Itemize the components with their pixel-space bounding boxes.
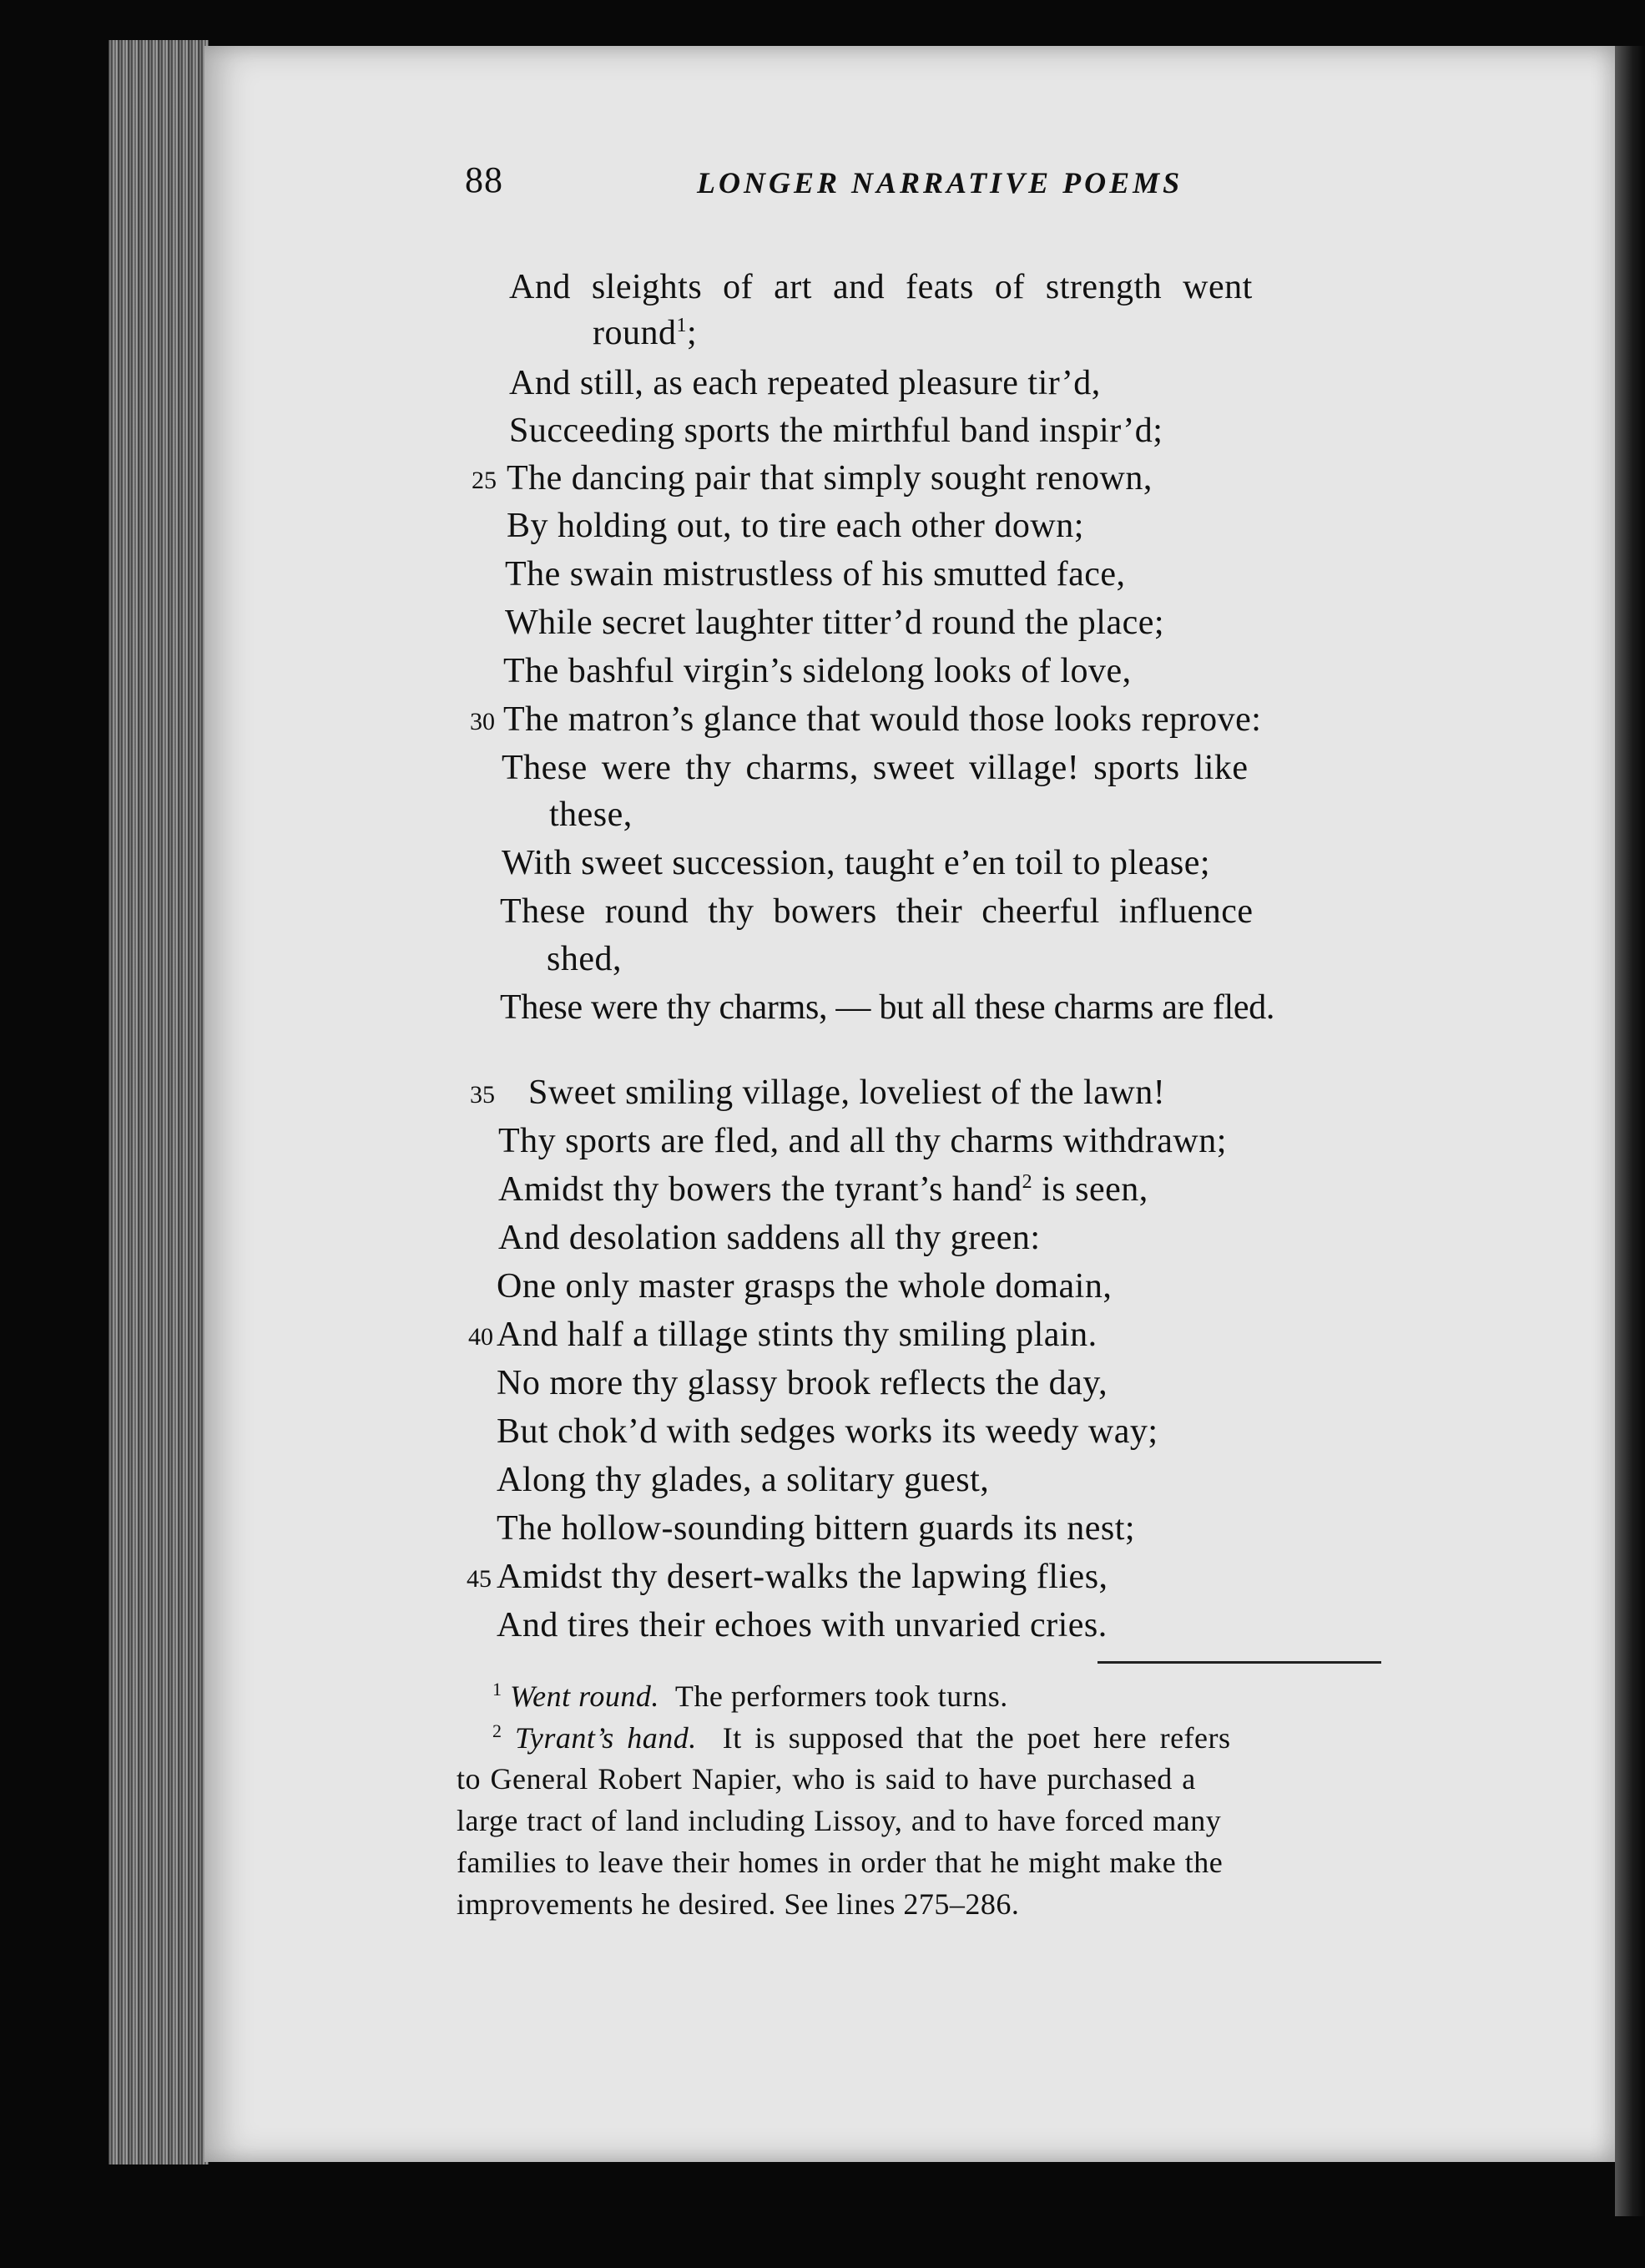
poem-line	[547, 942, 622, 977]
page-number: 88	[465, 159, 503, 200]
poem-line	[507, 461, 1153, 496]
poem-line	[498, 1220, 1041, 1255]
footnote-1	[492, 1680, 1008, 1711]
book-page	[204, 46, 1615, 2162]
line-number: 40	[468, 1323, 493, 1351]
poem-line-text: And still, as each repeated pleasure tir’d,	[509, 364, 1101, 402]
footnote-text: It is supposed that the poet here refers	[722, 1721, 1231, 1755]
poem-line	[549, 797, 633, 832]
poem-line-text: The matron’s glance that would those looks reprove:	[503, 700, 1262, 739]
poem-line-text: These were thy charms, — but all these charms are fled.	[500, 988, 1275, 1027]
poem-line-text: round	[593, 314, 677, 352]
footnote-line: improvements he desired. See lines 275–286.	[457, 1887, 1020, 1921]
footnote-line: to General Robert Napier, who is said to have purchased a	[457, 1762, 1196, 1796]
poem-line-text: Along thy glades, a solitary guest,	[497, 1461, 990, 1499]
poem-line	[509, 413, 1163, 448]
footnote-marker: 2	[492, 1720, 502, 1741]
poem-line-text: Amidst thy bowers the tyrant’s hand	[498, 1170, 1022, 1209]
poem-line	[509, 270, 1253, 305]
poem-line	[497, 1462, 989, 1498]
footnote-2	[492, 1722, 1231, 1753]
poem-line-text: And tires their echoes with unvaried cries.	[497, 1606, 1108, 1644]
poem-line-text: By holding out, to tire each other down;	[507, 507, 1084, 545]
poem-line-text: ;	[687, 314, 698, 352]
poem-line	[497, 1317, 1098, 1352]
poem-line	[505, 557, 1126, 592]
line-number: 45	[467, 1565, 492, 1593]
footnote-line: large tract of land including Lissoy, and to have forced many	[457, 1804, 1222, 1837]
poem-line-text: These round thy bowers their cheerful influence	[500, 892, 1254, 931]
poem-line-text: And desolation saddens all thy green:	[498, 1219, 1041, 1257]
poem-line-text: No more thy glassy brook reflects the day,	[497, 1364, 1108, 1402]
poem-line-text: Amidst thy desert-walks the lapwing flies,	[497, 1558, 1108, 1596]
footnote-term: Went round.	[510, 1680, 659, 1713]
poem-line	[593, 316, 697, 351]
poem-line	[497, 1269, 1112, 1304]
poem-line	[500, 894, 1254, 929]
poem-line-text: Succeeding sports the mirthful band inspir’d;	[509, 412, 1163, 450]
poem-line	[503, 654, 1132, 689]
poem-line	[528, 1075, 1165, 1110]
poem-line-text: is seen,	[1042, 1170, 1148, 1209]
poem-line	[497, 1559, 1108, 1594]
poem-line	[509, 366, 1101, 401]
poem-line-text: While secret laughter titter’d round the place;	[505, 604, 1165, 642]
footnote-text: The performers took turns.	[674, 1680, 1008, 1713]
poem-line	[498, 1124, 1227, 1159]
poem-line	[497, 1608, 1108, 1643]
book-right-shadow	[1615, 46, 1645, 2216]
page-text	[204, 46, 1615, 2162]
poem-line-text: Thy sports are fled, and all thy charms withdrawn;	[498, 1122, 1227, 1160]
poem-line-text: And sleights of art and feats of strength went	[509, 268, 1253, 306]
poem-line-text: With sweet succession, taught e’en toil to please;	[502, 844, 1211, 882]
poem-line	[502, 750, 1249, 785]
page-header	[204, 159, 1615, 225]
poem-line-text: The swain mistrustless of his smutted face,	[505, 555, 1126, 594]
poem-line-text: But chok’d with sedges works its weedy way;	[497, 1412, 1158, 1451]
running-head: LONGER NARRATIVE POEMS	[697, 166, 1183, 200]
poem-line	[505, 605, 1164, 640]
line-number: 35	[470, 1081, 495, 1109]
book-page-edges	[108, 40, 209, 2164]
line-number: 30	[470, 708, 495, 735]
poem-line-text: shed,	[547, 940, 622, 978]
poem-line	[503, 702, 1261, 737]
footnote-term: Tyrant’s hand.	[515, 1721, 697, 1755]
poem-line-text: these,	[549, 796, 633, 834]
poem-line	[500, 990, 1274, 1025]
poem-line	[497, 1511, 1135, 1546]
poem-line-text: The bashful virgin’s sidelong looks of love,	[503, 652, 1132, 690]
footnote-ref-2: 2	[1022, 1171, 1033, 1193]
footnote-line: families to leave their homes in order that he might make the	[457, 1846, 1224, 1879]
poem-line-text: One only master grasps the whole domain,	[497, 1267, 1113, 1306]
poem-line	[507, 508, 1084, 543]
poem-line-text: The dancing pair that simply sought renown,	[507, 459, 1153, 498]
poem-line-text: The hollow-sounding bittern guards its nest;	[497, 1509, 1136, 1548]
poem-line	[498, 1172, 1148, 1207]
footnote-rule	[1098, 1661, 1381, 1664]
footnote-ref-1: 1	[676, 315, 687, 336]
poem-line-text: Sweet smiling village, loveliest of the lawn!	[528, 1073, 1166, 1112]
line-number: 25	[472, 467, 497, 494]
poem-line	[497, 1414, 1158, 1449]
poem-line	[497, 1366, 1108, 1401]
poem-line-text: And half a tillage stints thy smiling plain.	[497, 1316, 1098, 1354]
footnote-marker: 1	[492, 1679, 502, 1700]
poem-line	[502, 846, 1210, 881]
poem-line-text: These were thy charms, sweet village! sports like	[502, 749, 1249, 787]
